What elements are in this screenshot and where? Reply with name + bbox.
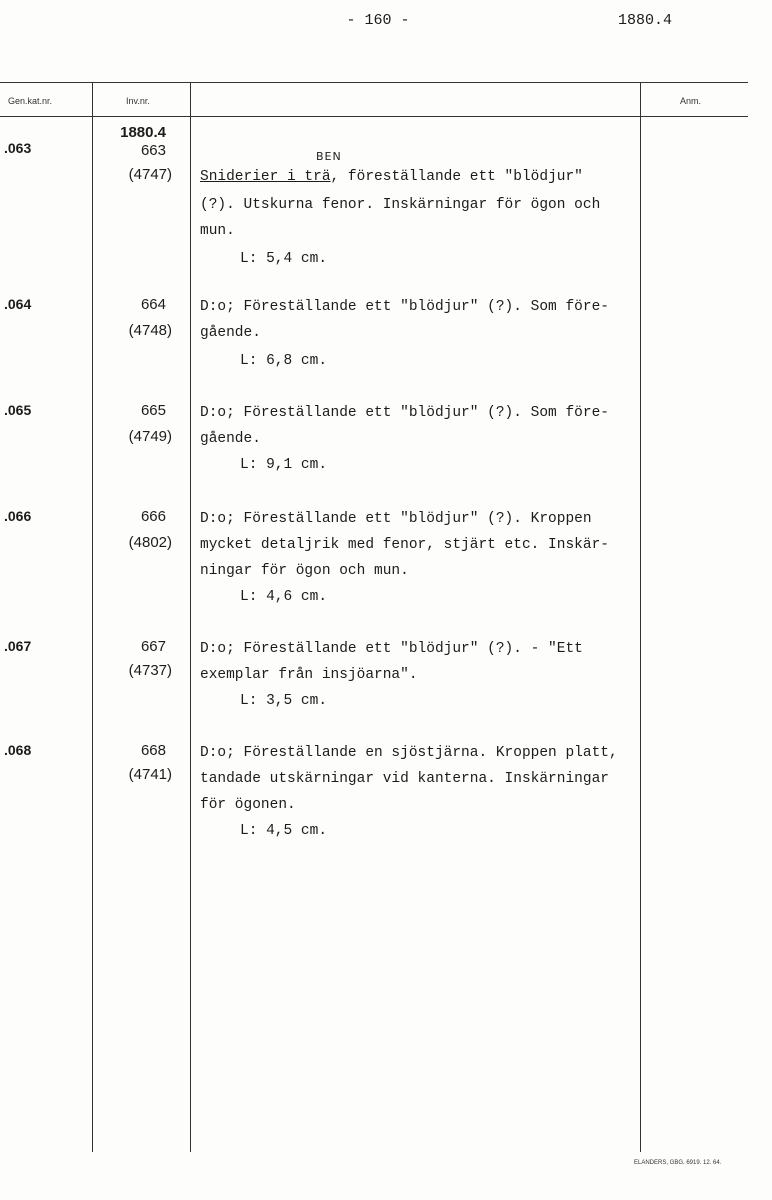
description-line: gående. [200, 325, 261, 341]
inventory-subnumber: (4748) [128, 322, 172, 339]
inventory-number: 663 [140, 142, 166, 159]
inventory-number: 665 [140, 402, 166, 419]
page-year: 1880.4 [618, 12, 673, 29]
measurement: L: 9,1 cm. [240, 457, 328, 473]
inventory-number: 666 [140, 508, 166, 525]
description-line: tandade utskärningar vid kanterna. Inskärningar [200, 771, 609, 787]
catalog-number: .066 [4, 508, 32, 524]
inventory-subnumber: (4802) [128, 534, 172, 551]
object-term: Sniderier i trä [200, 169, 331, 185]
table-top-rule [0, 82, 748, 83]
description-line: D:o; Föreställande ett "blödjur" (?). Kroppen [200, 511, 592, 527]
description-line: D:o; Föreställande ett "blödjur" (?). - "Ett [200, 641, 583, 657]
column-divider-inv [190, 82, 191, 1152]
description-line: (?). Utskurna fenor. Inskärningar för ögon och [200, 197, 601, 213]
catalog-number: .068 [4, 742, 32, 758]
inventory-subnumber: (4737) [128, 662, 172, 679]
description-line: Sniderier i trä, föreställande ett "blödjur" [200, 169, 583, 185]
measurement: L: 5,4 cm. [240, 251, 328, 267]
description-line: gående. [200, 431, 261, 447]
inventory-subnumber: (4749) [128, 428, 172, 445]
handwritten-annotation: BEN [316, 150, 342, 163]
description-line: för ögonen. [200, 797, 296, 813]
inventory-subnumber: (4747) [128, 166, 172, 183]
inventory-number: 664 [140, 296, 166, 313]
column-header-gen-kat-nr: Gen.kat.nr. [8, 96, 53, 106]
header-bottom-rule [0, 116, 748, 117]
catalog-number: .065 [4, 402, 32, 418]
measurement: L: 4,6 cm. [240, 589, 328, 605]
measurement: L: 3,5 cm. [240, 693, 328, 709]
column-divider-desc [640, 82, 641, 1152]
description-line: mun. [200, 223, 235, 239]
description-line: D:o; Föreställande ett "blödjur" (?). Som före- [200, 405, 609, 421]
catalog-number: .063 [4, 140, 32, 156]
inventory-number: 668 [140, 742, 166, 759]
printer-imprint: ELANDERS, GBG. 6919. 12. 64. [634, 1160, 722, 1166]
description-line: ningar för ögon och mun. [200, 563, 409, 579]
inventory-subnumber: (4741) [128, 766, 172, 783]
column-header-anm: Anm. [680, 96, 702, 106]
column-header-inv-nr: Inv.nr. [126, 96, 150, 106]
page-number: - 160 - [346, 12, 410, 29]
measurement: L: 6,8 cm. [240, 353, 328, 369]
catalog-number: .067 [4, 638, 32, 654]
measurement: L: 4,5 cm. [240, 823, 328, 839]
inv-year: 1880.4 [120, 124, 166, 141]
column-divider-cat [92, 82, 93, 1152]
description-line: D:o; Föreställande ett "blödjur" (?). Som före- [200, 299, 609, 315]
description-line: D:o; Föreställande en sjöstjärna. Kroppen platt, [200, 745, 618, 761]
inventory-number: 667 [140, 638, 166, 655]
description-line: exemplar från insjöarna". [200, 667, 418, 683]
catalog-number: .064 [4, 296, 32, 312]
description-line: mycket detaljrik med fenor, stjärt etc. Inskär- [200, 537, 609, 553]
